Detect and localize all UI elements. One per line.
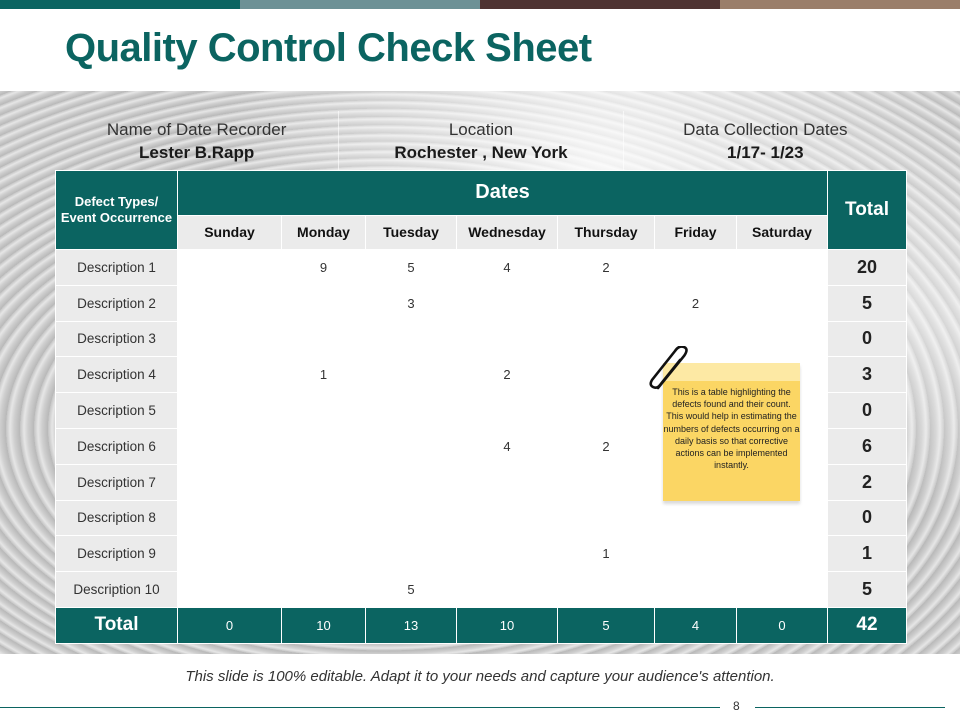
- total-sunday: 0: [178, 607, 282, 643]
- row-label: Description 7: [56, 464, 178, 500]
- top-bar-segment-2: [240, 0, 480, 9]
- count-cell: [178, 500, 282, 536]
- row-label: Description 5: [56, 393, 178, 429]
- count-cell: [282, 321, 366, 357]
- row-label: Description 9: [56, 536, 178, 572]
- top-bar-segment-3: [480, 0, 720, 9]
- total-friday: 4: [655, 607, 737, 643]
- day-header-thursday: Thursday: [558, 215, 655, 249]
- count-cell: [366, 536, 457, 572]
- row-total: 0: [828, 393, 907, 429]
- count-cell: [366, 321, 457, 357]
- row-total: 2: [828, 464, 907, 500]
- row-total: 0: [828, 500, 907, 536]
- count-cell: [737, 321, 828, 357]
- count-cell: [178, 572, 282, 608]
- count-cell: 9: [282, 250, 366, 286]
- row-label: Description 10: [56, 572, 178, 608]
- total-tuesday: 13: [366, 607, 457, 643]
- count-cell: [178, 285, 282, 321]
- total-wednesday: 10: [457, 607, 558, 643]
- count-cell: 2: [558, 428, 655, 464]
- day-header-saturday: Saturday: [737, 215, 828, 249]
- day-header-monday: Monday: [282, 215, 366, 249]
- count-cell: [178, 250, 282, 286]
- page-number: 8: [733, 699, 740, 713]
- page-title: Quality Control Check Sheet: [65, 26, 592, 70]
- day-header-friday: Friday: [655, 215, 737, 249]
- top-bar-segment-1: [0, 0, 240, 9]
- count-cell: [737, 536, 828, 572]
- row-total: 3: [828, 357, 907, 393]
- dates-label: Data Collection Dates: [683, 120, 848, 139]
- count-cell: [282, 393, 366, 429]
- count-cell: [178, 321, 282, 357]
- table-row: [56, 572, 907, 608]
- count-cell: [558, 572, 655, 608]
- count-cell: [366, 428, 457, 464]
- paperclip-icon: [648, 346, 694, 394]
- count-cell: [655, 500, 737, 536]
- row-label: Description 4: [56, 357, 178, 393]
- count-cell: 4: [457, 428, 558, 464]
- footer-divider-left: [0, 707, 720, 708]
- dates-value: 1/17- 1/23: [727, 143, 804, 162]
- count-cell: [282, 464, 366, 500]
- count-cell: 2: [558, 250, 655, 286]
- total-header: Total: [828, 171, 907, 250]
- table-row: [56, 500, 907, 536]
- count-cell: [178, 393, 282, 429]
- count-cell: [558, 464, 655, 500]
- count-cell: [655, 250, 737, 286]
- row-total: 0: [828, 321, 907, 357]
- footer-caption: This slide is 100% editable. Adapt it to your needs and capture your audience's attention.: [185, 668, 775, 685]
- footer-divider-right: [755, 707, 945, 708]
- table-row: [56, 285, 907, 321]
- total-saturday: 0: [737, 607, 828, 643]
- top-color-bar: [0, 0, 960, 9]
- count-cell: [457, 285, 558, 321]
- total-monday: 10: [282, 607, 366, 643]
- recorder-info: [55, 111, 339, 171]
- row-total: 1: [828, 536, 907, 572]
- count-cell: [737, 572, 828, 608]
- row-total: 20: [828, 250, 907, 286]
- count-cell: [366, 393, 457, 429]
- day-header-tuesday: Tuesday: [366, 215, 457, 249]
- count-cell: 5: [366, 250, 457, 286]
- grand-total: 42: [828, 607, 907, 643]
- location-label: Location: [448, 120, 514, 139]
- row-label: Description 1: [56, 250, 178, 286]
- count-cell: [558, 500, 655, 536]
- row-total: 5: [828, 285, 907, 321]
- count-cell: [558, 321, 655, 357]
- count-cell: 2: [655, 285, 737, 321]
- count-cell: 1: [558, 536, 655, 572]
- count-cell: [558, 393, 655, 429]
- row-label: Description 3: [56, 321, 178, 357]
- count-cell: [366, 464, 457, 500]
- row-label: Description 6: [56, 428, 178, 464]
- total-row: [56, 607, 907, 643]
- day-header-sunday: Sunday: [178, 215, 282, 249]
- count-cell: [282, 572, 366, 608]
- count-cell: [737, 500, 828, 536]
- count-cell: [737, 285, 828, 321]
- row-label: Description 2: [56, 285, 178, 321]
- count-cell: 5: [366, 572, 457, 608]
- count-cell: [178, 464, 282, 500]
- sticky-note-text: This is a table highlighting the defects found and their count. This would help in estimating the numbers of defects occurring on a daily basis so that corrective actions can be implemented instantly.: [663, 387, 800, 471]
- count-cell: [178, 428, 282, 464]
- count-cell: [457, 321, 558, 357]
- count-cell: [655, 536, 737, 572]
- count-cell: [457, 393, 558, 429]
- row-label: Description 8: [56, 500, 178, 536]
- count-cell: [737, 250, 828, 286]
- row-total: 6: [828, 428, 907, 464]
- dates-header: Dates: [178, 171, 828, 216]
- info-header: [55, 111, 907, 171]
- count-cell: [655, 572, 737, 608]
- count-cell: [282, 500, 366, 536]
- row-total: 5: [828, 572, 907, 608]
- count-cell: [457, 464, 558, 500]
- count-cell: [366, 500, 457, 536]
- total-thursday: 5: [558, 607, 655, 643]
- table-row: [56, 321, 907, 357]
- count-cell: [457, 572, 558, 608]
- count-cell: [282, 428, 366, 464]
- count-cell: [457, 536, 558, 572]
- count-cell: [558, 357, 655, 393]
- count-cell: [366, 357, 457, 393]
- total-row-label: Total: [56, 607, 178, 643]
- count-cell: 2: [457, 357, 558, 393]
- count-cell: [178, 357, 282, 393]
- top-bar-segment-4: [720, 0, 960, 9]
- count-cell: [558, 285, 655, 321]
- day-header-wednesday: Wednesday: [457, 215, 558, 249]
- count-cell: 3: [366, 285, 457, 321]
- table-row: [56, 536, 907, 572]
- count-cell: 4: [457, 250, 558, 286]
- recorder-value: Lester B.Rapp: [139, 143, 255, 162]
- count-cell: 1: [282, 357, 366, 393]
- table-row: [56, 250, 907, 286]
- count-cell: [282, 285, 366, 321]
- count-cell: [282, 536, 366, 572]
- recorder-label: Name of Date Recorder: [106, 120, 287, 139]
- dates-info: [624, 111, 907, 171]
- location-info: [339, 111, 623, 171]
- count-cell: [457, 500, 558, 536]
- location-value: Rochester , New York: [394, 143, 568, 162]
- corner-header: Defect Types/ Event Occurrence: [56, 171, 178, 250]
- count-cell: [178, 536, 282, 572]
